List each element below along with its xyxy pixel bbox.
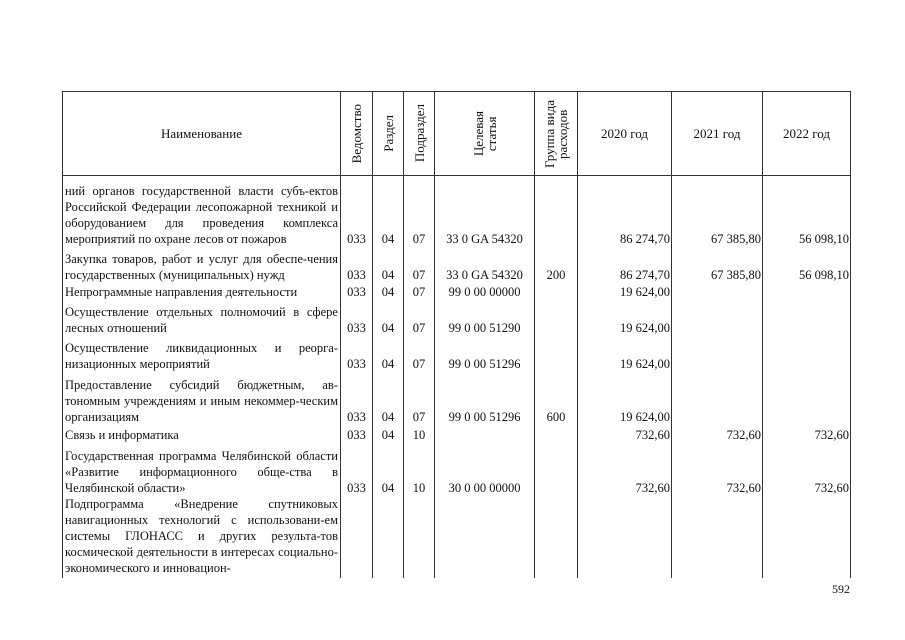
row-dept: 033 (341, 176, 373, 248)
row-subsection: 07 (404, 176, 435, 248)
row-subsection: 07 (404, 247, 435, 283)
row-expense (535, 496, 578, 578)
row-target: 30 0 00 00000 (435, 443, 535, 496)
header-2022: 2022 год (763, 92, 851, 176)
table-row (63, 283, 851, 301)
row-2020: 86 274,70 (578, 176, 672, 248)
row-target (435, 496, 535, 578)
budget-table (62, 91, 851, 578)
row-dept: 033 (341, 336, 373, 372)
header-expense-line2: расходов (555, 108, 570, 159)
row-2021: 67 385,80 (672, 247, 763, 283)
header-name: Наименование (63, 92, 341, 176)
row-2020: 86 274,70 (578, 247, 672, 283)
row-subsection: 10 (404, 443, 435, 496)
table-row (63, 247, 851, 283)
row-expense: 200 (535, 247, 578, 283)
row-name: Осуществление ликвидационных и реорга-низационных мероприятий (63, 336, 341, 372)
row-expense (535, 443, 578, 496)
row-subsection: 07 (404, 283, 435, 301)
row-name: Подпрограмма «Внедрение спутниковых навигационных технологий с использовани-ем системы ГЛОНАСС и других результа-тов космической деятельности в интересах социально-экономического и инновацион- (63, 496, 341, 578)
row-section: 04 (373, 283, 404, 301)
row-subsection (404, 496, 435, 578)
row-expense: 600 (535, 372, 578, 425)
row-subsection: 07 (404, 372, 435, 425)
row-2022 (763, 372, 851, 425)
row-2020: 732,60 (578, 443, 672, 496)
row-dept (341, 496, 373, 578)
header-expense-line1: Группа вида (542, 99, 557, 168)
row-2021 (672, 283, 763, 301)
row-2022 (763, 300, 851, 336)
row-2022: 56 098,10 (763, 176, 851, 248)
row-dept: 033 (341, 300, 373, 336)
row-2021: 67 385,80 (672, 176, 763, 248)
row-name: Непрограммные направления деятельности (63, 283, 341, 301)
table-row (63, 425, 851, 443)
row-name: Закупка товаров, работ и услуг для обеспе-чения государственных (муниципальных) нужд (63, 247, 341, 283)
row-2022 (763, 283, 851, 301)
header-target (435, 92, 535, 176)
row-2021 (672, 372, 763, 425)
header-dept: Ведомство (341, 92, 373, 176)
row-2022: 732,60 (763, 443, 851, 496)
table-body (63, 176, 851, 579)
row-section (373, 496, 404, 578)
row-dept: 033 (341, 425, 373, 443)
table-row (63, 300, 851, 336)
header-expense (535, 92, 578, 176)
page-number: 592 (832, 582, 850, 596)
row-name: Государственная программа Челябинской области «Развитие информационного обще-ства в Челябинской области» (63, 443, 341, 496)
row-target: 99 0 00 00000 (435, 283, 535, 301)
row-target: 33 0 GA 54320 (435, 247, 535, 283)
row-2021: 732,60 (672, 443, 763, 496)
table-row (63, 336, 851, 372)
row-subsection: 07 (404, 336, 435, 372)
row-expense (535, 283, 578, 301)
row-2021 (672, 496, 763, 578)
row-2022: 732,60 (763, 425, 851, 443)
row-section: 04 (373, 372, 404, 425)
row-dept: 033 (341, 247, 373, 283)
row-2021 (672, 300, 763, 336)
table-row (63, 496, 851, 578)
table-header-row (63, 92, 851, 176)
header-2020: 2020 год (578, 92, 672, 176)
header-section: Раздел (373, 92, 404, 176)
row-name: Предоставление субсидий бюджетным, ав-тономным учреждениям и иным некоммер-ческим организациям (63, 372, 341, 425)
row-2022 (763, 336, 851, 372)
row-target (435, 425, 535, 443)
row-target: 99 0 00 51296 (435, 372, 535, 425)
row-section: 04 (373, 300, 404, 336)
row-section: 04 (373, 176, 404, 248)
row-target: 99 0 00 51290 (435, 300, 535, 336)
row-2021 (672, 336, 763, 372)
row-section: 04 (373, 425, 404, 443)
table-row (63, 176, 851, 248)
row-2020 (578, 496, 672, 578)
header-subsection: Подраздел (404, 92, 435, 176)
header-target-line2: статья (483, 116, 499, 151)
row-expense (535, 425, 578, 443)
row-expense (535, 300, 578, 336)
row-name: Осуществление отдельных полномочий в сфере лесных отношений (63, 300, 341, 336)
row-subsection: 10 (404, 425, 435, 443)
row-2020: 19 624,00 (578, 336, 672, 372)
row-name: Связь и информатика (63, 425, 341, 443)
row-2022 (763, 496, 851, 578)
row-section: 04 (373, 336, 404, 372)
row-expense (535, 176, 578, 248)
row-2020: 19 624,00 (578, 283, 672, 301)
row-2020: 19 624,00 (578, 300, 672, 336)
row-section: 04 (373, 443, 404, 496)
row-2021: 732,60 (672, 425, 763, 443)
row-2022: 56 098,10 (763, 247, 851, 283)
header-target-line1: Целевая (470, 110, 486, 157)
row-2020: 19 624,00 (578, 372, 672, 425)
row-subsection: 07 (404, 300, 435, 336)
row-2020: 732,60 (578, 425, 672, 443)
row-dept: 033 (341, 443, 373, 496)
row-target: 99 0 00 51296 (435, 336, 535, 372)
header-2021: 2021 год (672, 92, 763, 176)
row-name: ний органов государственной власти субъ-ектов Российской Федерации лесопожарной техникой и оборудованием для проведения комплекса мероприятий по охране лесов от пожаров (63, 176, 341, 248)
row-target: 33 0 GA 54320 (435, 176, 535, 248)
table-row (63, 372, 851, 425)
row-dept: 033 (341, 372, 373, 425)
table-row (63, 443, 851, 496)
row-expense (535, 336, 578, 372)
row-dept: 033 (341, 283, 373, 301)
row-section: 04 (373, 247, 404, 283)
